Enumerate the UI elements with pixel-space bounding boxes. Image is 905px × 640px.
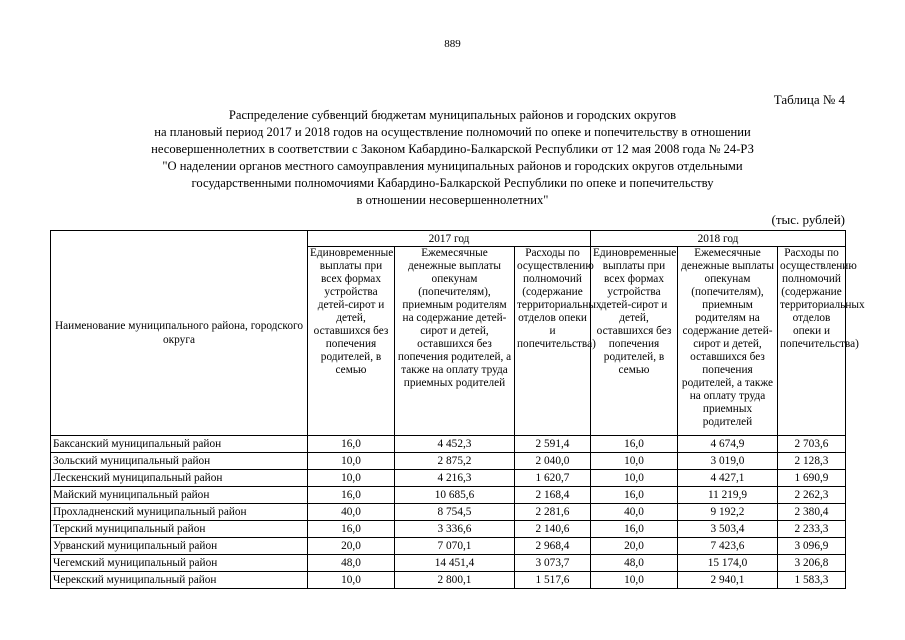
value-cell: 3 073,7	[515, 555, 591, 572]
title-line: "О наделении органов местного самоуправления муниципальных районов и городских округов отдельными	[162, 159, 743, 173]
header-year-2018: 2018 год	[591, 231, 846, 247]
value-cell: 10,0	[591, 470, 678, 487]
title-line: Распределение субвенций бюджетам муниципальных районов и городских округов	[228, 108, 677, 122]
header-admin-2017: Расходы по осуществлению полномочий (содержание территориальных отделов опеки и попечительства)	[515, 247, 591, 436]
district-name: Урванский муниципальный район	[51, 538, 308, 555]
value-cell: 2 040,0	[515, 453, 591, 470]
value-cell: 4 452,3	[395, 436, 515, 453]
value-cell: 7 423,6	[678, 538, 778, 555]
district-name: Майский муниципальный район	[51, 487, 308, 504]
value-cell: 2 703,6	[778, 436, 846, 453]
table-row	[51, 521, 846, 538]
value-cell: 1 620,7	[515, 470, 591, 487]
header-name: Наименование муниципального района, городского округа	[51, 231, 308, 436]
value-cell: 40,0	[308, 504, 395, 521]
value-cell: 2 380,4	[778, 504, 846, 521]
value-cell: 9 192,2	[678, 504, 778, 521]
header-year-2017: 2017 год	[308, 231, 591, 247]
header-lump-sum-2018: Единовременные выплаты при всех формах устройства детей-сирот и детей, оставшихся без попечения родителей, в семью	[591, 247, 678, 436]
value-cell: 2 800,1	[395, 572, 515, 589]
value-cell: 4 216,3	[395, 470, 515, 487]
table-body	[51, 436, 846, 589]
value-cell: 1 583,3	[778, 572, 846, 589]
header-admin-2018: Расходы по осуществлению полномочий (содержание территориальных отделов опеки и попечительства)	[778, 247, 846, 436]
value-cell: 4 427,1	[678, 470, 778, 487]
value-cell: 10,0	[308, 572, 395, 589]
table-row	[51, 453, 846, 470]
value-cell: 10,0	[591, 572, 678, 589]
value-cell: 8 754,5	[395, 504, 515, 521]
title-line: на плановый период 2017 и 2018 годов на осуществление полномочий по опеке и попечительству в отношении	[154, 125, 751, 139]
value-cell: 2 140,6	[515, 521, 591, 538]
value-cell: 3 503,4	[678, 521, 778, 538]
value-cell: 20,0	[591, 538, 678, 555]
value-cell: 3 206,8	[778, 555, 846, 572]
value-cell: 16,0	[308, 521, 395, 538]
value-cell: 10,0	[308, 453, 395, 470]
unit-label: (тыс. рублей)	[771, 212, 845, 227]
value-cell: 2 168,4	[515, 487, 591, 504]
value-cell: 40,0	[591, 504, 678, 521]
district-name: Зольский муниципальный район	[51, 453, 308, 470]
document-title	[60, 107, 845, 209]
value-cell: 16,0	[591, 436, 678, 453]
value-cell: 3 019,0	[678, 453, 778, 470]
value-cell: 1 517,6	[515, 572, 591, 589]
value-cell: 48,0	[308, 555, 395, 572]
value-cell: 15 174,0	[678, 555, 778, 572]
value-cell: 7 070,1	[395, 538, 515, 555]
value-cell: 16,0	[308, 487, 395, 504]
district-name: Баксанский муниципальный район	[51, 436, 308, 453]
table-row	[51, 504, 846, 521]
value-cell: 11 219,9	[678, 487, 778, 504]
value-cell: 14 451,4	[395, 555, 515, 572]
district-name: Чегемский муниципальный район	[51, 555, 308, 572]
value-cell: 2 262,3	[778, 487, 846, 504]
value-cell: 2 968,4	[515, 538, 591, 555]
value-cell: 3 336,6	[395, 521, 515, 538]
district-name: Терский муниципальный район	[51, 521, 308, 538]
page-number: 889	[444, 38, 461, 50]
value-cell: 10 685,6	[395, 487, 515, 504]
table-row	[51, 572, 846, 589]
title-line: несовершеннолетних в соответствии с Законом Кабардино-Балкарской Республики от 12 мая 2008 года № 24-РЗ	[151, 142, 754, 156]
value-cell: 48,0	[591, 555, 678, 572]
value-cell: 16,0	[308, 436, 395, 453]
header-monthly-2017: Ежемесячные денежные выплаты опекунам (попечителям), приемным родителям на содержание детей-сирот и детей, оставшихся без попечения родителей, а также на оплату труда приемных родителей	[395, 247, 515, 436]
value-cell: 2 940,1	[678, 572, 778, 589]
district-name: Прохладненский муниципальный район	[51, 504, 308, 521]
title-line: государственными полномочиями Кабардино-Балкарской Республики по опеке и попечительству	[191, 176, 714, 190]
value-cell: 3 096,9	[778, 538, 846, 555]
table-row	[51, 487, 846, 504]
value-cell: 4 674,9	[678, 436, 778, 453]
header-lump-sum-2017: Единовременные выплаты при всех формах устройства детей-сирот и детей, оставшихся без попечения родителей, в семью	[308, 247, 395, 436]
value-cell: 2 128,3	[778, 453, 846, 470]
table-row	[51, 538, 846, 555]
value-cell: 2 233,3	[778, 521, 846, 538]
district-name: Лескенский муниципальный район	[51, 470, 308, 487]
table-label: Таблица № 4	[773, 92, 845, 107]
value-cell: 20,0	[308, 538, 395, 555]
district-name: Черекский муниципальный район	[51, 572, 308, 589]
value-cell: 16,0	[591, 521, 678, 538]
header-monthly-2018: Ежемесячные денежные выплаты опекунам (попечителям), приемным родителям на содержание детей-сирот и детей, оставшихся без попечения родителей, а также на оплату труда приемных родителей	[678, 247, 778, 436]
value-cell: 10,0	[591, 453, 678, 470]
value-cell: 10,0	[308, 470, 395, 487]
table-row	[51, 555, 846, 572]
value-cell: 16,0	[591, 487, 678, 504]
table-row	[51, 436, 846, 453]
value-cell: 2 591,4	[515, 436, 591, 453]
table-row	[51, 470, 846, 487]
subsidy-table	[50, 230, 865, 589]
title-line: в отношении несовершеннолетних"	[356, 193, 549, 207]
value-cell: 2 281,6	[515, 504, 591, 521]
value-cell: 2 875,2	[395, 453, 515, 470]
value-cell: 1 690,9	[778, 470, 846, 487]
